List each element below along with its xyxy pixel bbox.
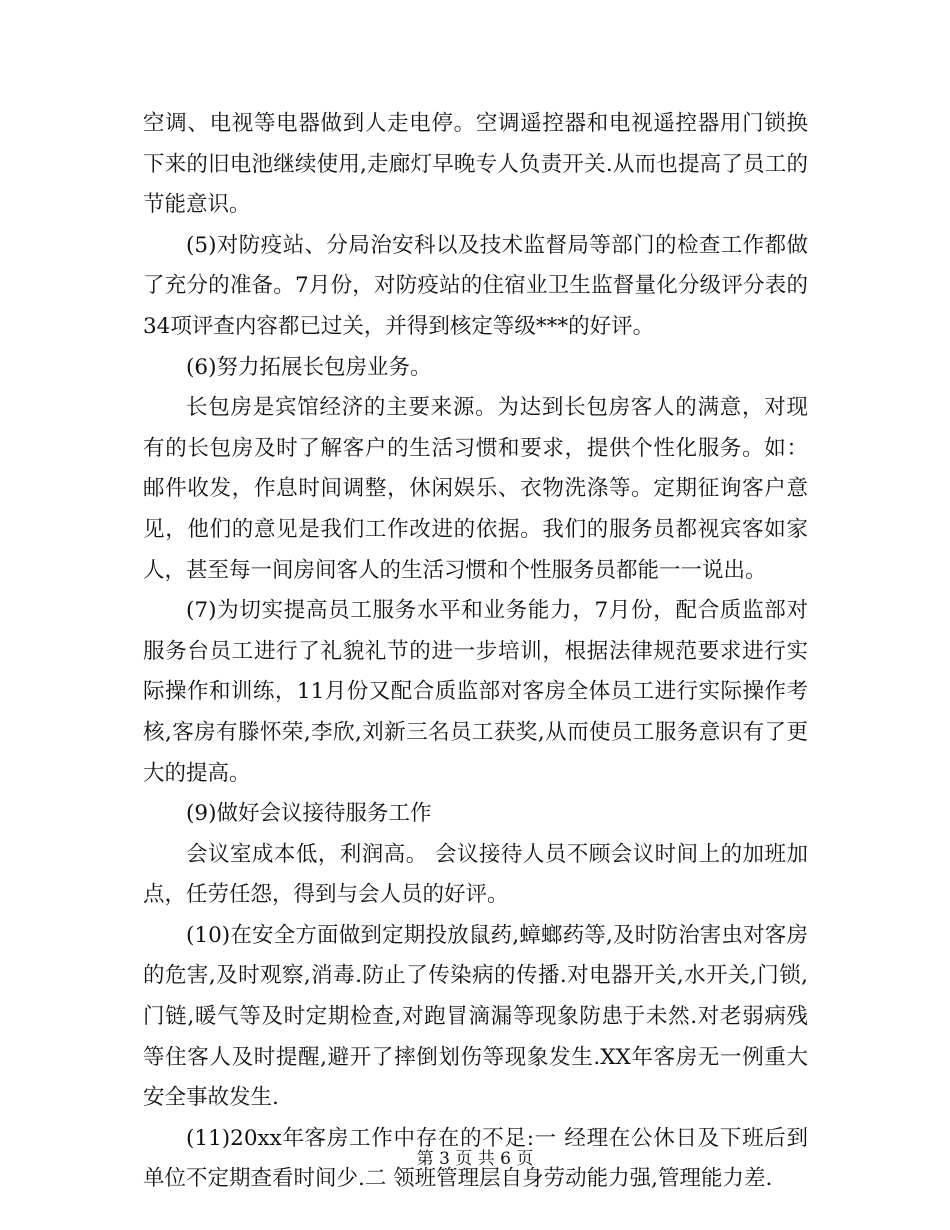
paragraph-long-term-rooms: 长包房是宾馆经济的主要来源。为达到长包房客人的满意，对现有的长包房及时了解客户的生活习惯和要求，提供个性化服务。如：邮件收发，作息时间调整，休闲娱乐、衣物洗涤等。定期征询客户意见，他们的意见是我们工作改进的依据。我们的服务员都视宾客如家人，甚至每一间房间客人的生活习惯和个性服务员都能一一说出。 (143, 395, 808, 583)
page-number-footer: 第 3 页 共 6 页 (416, 1149, 534, 1169)
document-body (143, 104, 808, 1200)
paragraph-staff-training: (7)为切实提高员工服务水平和业务能力，7月份，配合质监部对服务台员工进行了礼貌礼节的进一步培训，根据法律规范要求进行实际操作和训练，11月份又配合质监部对客房全体员工进行实际操作考核,客房有滕怀荣,李欣,刘新三名员工获奖,从而使员工服务意识有了更大的提高。 (143, 598, 808, 786)
paragraph-shortcomings: (11)20xx年客房工作中存在的不足:一 经理在公休日及下班后到单位不定期查看时间少.二 领班管理层自身劳动能力强,管理能力差. (143, 1125, 808, 1192)
paragraph-long-term-rooms-heading: (6)努力拓展长包房业务。 (186, 354, 432, 380)
paragraph-meeting-service: 会议室成本低，利润高。 会议接待人员不顾会议时间上的加班加点，任劳任怨，得到与会人员的好评。 (143, 841, 808, 908)
paragraph-meeting-service-heading: (9)做好会议接待服务工作 (186, 801, 432, 827)
paragraph-energy-saving: 空调、电视等电器做到人走电停。空调遥控器和电视遥控器用门锁换下来的旧电池继续使用,走廊灯早晚专人负责开关.从而也提高了员工的节能意识。 (143, 111, 808, 218)
paragraph-inspection-prep: (5)对防疫站、分局治安科以及技术监督局等部门的检查工作都做了充分的准备。7月份，对防疫站的住宿业卫生监督量化分级评分表的34项评查内容都已过关，并得到核定等级***的好评。 (143, 232, 808, 339)
paragraph-safety: (10)在安全方面做到定期投放鼠药,蟑螂药等,及时防治害虫对客房的危害,及时观察,消毒.防止了传染病的传播.对电器开关,水开关,门锁,门链,暖气等及时定期检查,对跑冒滴漏等现象防患于未然.对老弱病残等住客人及时提醒,避开了摔倒划伤等现象发生.XX年客房无一例重大安全事故发生. (143, 922, 808, 1111)
